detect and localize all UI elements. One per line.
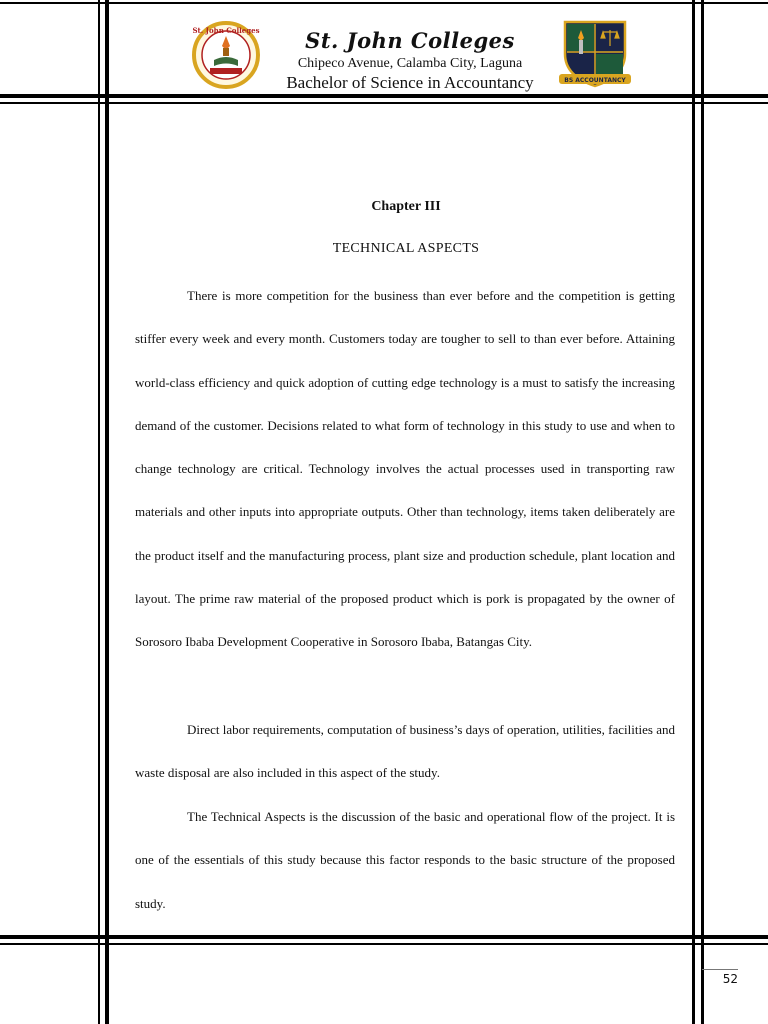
body-paragraph-1: There is more competition for the business than ever before and the competition is getting stiffer every week and every month. Customers today are tougher to sell to than ever before. Attaining world-class efficiency and quick adoption of cutting edge technology is a must to satisfy the increasing demand of the customer. Decisions related to what form of technology in this study to use and when to change technology are critical. Technology involves the actual processes used in transporting raw materials and other inputs into appropriate outputs. Other than technology, items taken deliberately are the product itself and the manufacturing process, plant size and production schedule, plant location and layout. The prime raw material of the proposed product which is pork is propagated by the owner of Sorosoro Ibaba Development Cooperative in Sorosoro Ibaba, Batangas City. (135, 288, 675, 650)
footer-rule-thick (0, 935, 768, 939)
left-border-outer (98, 0, 100, 1024)
page-number: 52 (702, 969, 738, 986)
right-border-inner (692, 0, 695, 1024)
page-header (0, 0, 768, 96)
school-name: St. John Colleges (305, 28, 515, 53)
program-name: Bachelor of Science in Accountancy (286, 73, 534, 92)
school-address: Chipeco Avenue, Calamba City, Laguna (297, 56, 523, 71)
header-rule-thin (0, 102, 768, 104)
shield-banner-text: BS ACCOUNTANCY (564, 77, 626, 84)
footer-rule-thin (0, 943, 768, 945)
section-title: TECHNICAL ASPECTS (332, 241, 480, 256)
chapter-heading: Chapter III (371, 199, 441, 214)
right-border-outer (701, 0, 704, 1024)
left-border-inner (105, 0, 109, 1024)
accountancy-shield-icon (557, 18, 633, 90)
body-paragraph-3: The Technical Aspects is the discussion of the basic and operational flow of the project. It is one of the essentials of this study because this factor responds to the basic structure of the proposed study. (135, 809, 675, 911)
body-paragraph-2: Direct labor requirements, computation of business’s days of operation, utilities, facilities and waste disposal are also included in this aspect of the study. (135, 722, 675, 781)
seal-text: St. John Colleges (192, 26, 260, 35)
